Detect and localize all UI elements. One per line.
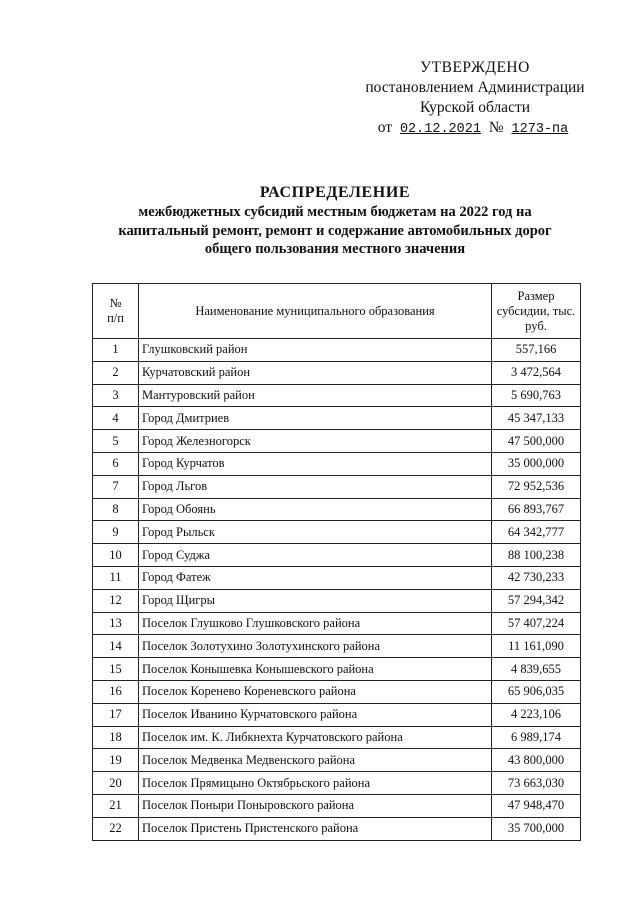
table-row: [93, 544, 581, 567]
title-main: РАСПРЕДЕЛЕНИЕ: [259, 184, 411, 201]
row-value: 57 294,342: [492, 589, 581, 612]
row-number: 4: [93, 407, 139, 430]
row-value: 43 800,000: [492, 749, 581, 772]
table-row: [93, 726, 581, 749]
subsidy-table: [92, 283, 581, 841]
document-title: [95, 183, 575, 259]
date-prefix: от: [377, 119, 393, 136]
table-row: [93, 475, 581, 498]
row-name: Город Дмитриев: [139, 407, 492, 430]
row-value: 4 839,655: [492, 658, 581, 681]
row-name: Поселок Пристень Пристенского района: [139, 817, 492, 840]
row-number: 13: [93, 612, 139, 635]
row-number: 7: [93, 475, 139, 498]
row-number: 5: [93, 430, 139, 453]
approval-line-2: Курской области: [419, 99, 531, 116]
row-number: 20: [93, 772, 139, 795]
row-number: 22: [93, 817, 139, 840]
row-name: Поселок им. К. Либкнехта Курчатовского района: [139, 726, 492, 749]
title-line-2: капитальный ремонт, ремонт и содержание автомобильных дорог: [118, 222, 552, 239]
row-value: 65 906,035: [492, 680, 581, 703]
table-body: [93, 339, 581, 841]
table-row: [93, 772, 581, 795]
row-value: 47 500,000: [492, 430, 581, 453]
header-number: [93, 284, 139, 339]
row-value: 72 952,536: [492, 475, 581, 498]
approval-number: 1273-па: [511, 122, 569, 137]
row-name: Поселок Золотухино Золотухинского района: [139, 635, 492, 658]
row-value: 66 893,767: [492, 498, 581, 521]
row-name: Глушковский район: [139, 339, 492, 362]
table-header: [93, 284, 581, 339]
row-name: Поселок Поныри Поныровского района: [139, 794, 492, 817]
row-name: Поселок Прямицыно Октябрьского района: [139, 772, 492, 795]
row-number: 8: [93, 498, 139, 521]
row-value: 6 989,174: [492, 726, 581, 749]
row-number: 10: [93, 544, 139, 567]
header-number-line-2: п/п: [107, 311, 124, 325]
row-value: 57 407,224: [492, 612, 581, 635]
row-name: Поселок Глушково Глушковского района: [139, 612, 492, 635]
header-row: [93, 284, 581, 339]
row-name: Город Суджа: [139, 544, 492, 567]
table-row: [93, 817, 581, 840]
table-row: [93, 703, 581, 726]
table-row: [93, 452, 581, 475]
row-value: 11 161,090: [492, 635, 581, 658]
row-value: 35 000,000: [492, 452, 581, 475]
table-row: [93, 498, 581, 521]
approval-line-1: постановлением Администрации: [365, 79, 585, 96]
header-value-line-1: Размер: [517, 288, 555, 303]
row-name: Город Железногорск: [139, 430, 492, 453]
row-value: 47 948,470: [492, 794, 581, 817]
table-row: [93, 749, 581, 772]
row-number: 21: [93, 794, 139, 817]
table-row: [93, 339, 581, 362]
title-line-1: межбюджетных субсидий местным бюджетам на 2022 год на: [138, 204, 532, 220]
row-name: Поселок Иванино Курчатовского района: [139, 703, 492, 726]
row-number: 19: [93, 749, 139, 772]
row-value: 88 100,238: [492, 544, 581, 567]
row-name: Поселок Коренево Кореневского района: [139, 680, 492, 703]
table-row: [93, 407, 581, 430]
row-number: 14: [93, 635, 139, 658]
row-value: 45 347,133: [492, 407, 581, 430]
row-number: 17: [93, 703, 139, 726]
row-value: 5 690,763: [492, 384, 581, 407]
approval-date-number-line: [360, 118, 590, 140]
table-row: [93, 635, 581, 658]
row-name: Мантуровский район: [139, 384, 492, 407]
table-row: [93, 794, 581, 817]
row-number: 1: [93, 339, 139, 362]
table-row: [93, 680, 581, 703]
row-value: 3 472,564: [492, 361, 581, 384]
row-value: 42 730,233: [492, 566, 581, 589]
row-number: 12: [93, 589, 139, 612]
table-row: [93, 612, 581, 635]
table-row: [93, 521, 581, 544]
row-value: 4 223,106: [492, 703, 581, 726]
row-number: 18: [93, 726, 139, 749]
header-name: Наименование муниципального образования: [139, 284, 492, 339]
approval-heading: УТВЕРЖДЕНО: [420, 59, 530, 76]
table-row: [93, 589, 581, 612]
title-line-3: общего пользования местного значения: [204, 241, 466, 257]
row-number: 3: [93, 384, 139, 407]
number-prefix: №: [488, 119, 504, 136]
row-number: 9: [93, 521, 139, 544]
approval-date: 02.12.2021: [399, 122, 481, 137]
table-row: [93, 658, 581, 681]
row-value: 73 663,030: [492, 772, 581, 795]
header-number-line-1: №: [109, 296, 122, 310]
row-value: 35 700,000: [492, 817, 581, 840]
approval-block: [360, 58, 590, 140]
row-number: 16: [93, 680, 139, 703]
header-value: [492, 284, 581, 339]
row-number: 15: [93, 658, 139, 681]
table-row: [93, 361, 581, 384]
row-name: Поселок Конышевка Конышевского района: [139, 658, 492, 681]
row-name: Город Рыльск: [139, 521, 492, 544]
header-value-line-2: субсидии, тыс.: [496, 303, 576, 318]
row-name: Поселок Медвенка Медвенского района: [139, 749, 492, 772]
row-name: Курчатовский район: [139, 361, 492, 384]
row-number: 6: [93, 452, 139, 475]
row-name: Город Курчатов: [139, 452, 492, 475]
header-value-line-3: руб.: [525, 318, 547, 333]
table-row: [93, 430, 581, 453]
row-value: 557,166: [492, 339, 581, 362]
row-number: 2: [93, 361, 139, 384]
row-value: 64 342,777: [492, 521, 581, 544]
row-name: Город Фатеж: [139, 566, 492, 589]
table-row: [93, 384, 581, 407]
table-row: [93, 566, 581, 589]
row-name: Город Льгов: [139, 475, 492, 498]
row-name: Город Обоянь: [139, 498, 492, 521]
row-number: 11: [93, 566, 139, 589]
row-name: Город Щигры: [139, 589, 492, 612]
